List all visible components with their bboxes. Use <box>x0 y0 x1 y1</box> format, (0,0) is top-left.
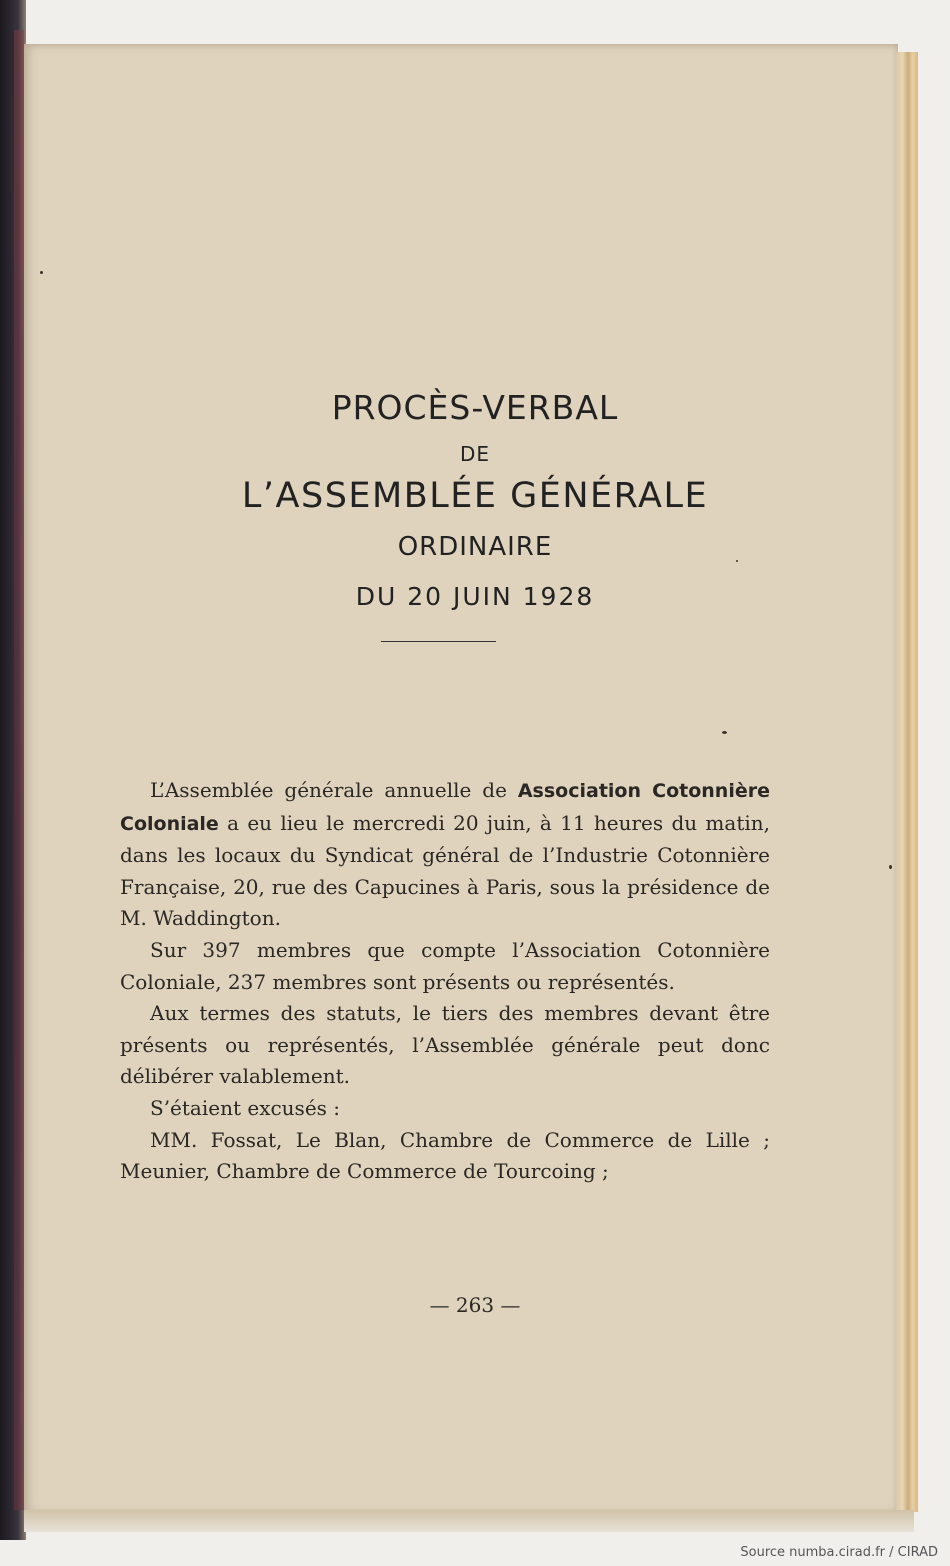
org-name: Association Cotonnière Coloniale <box>120 780 770 835</box>
paragraph-excused-heading: S’étaient excusés : <box>150 1095 341 1120</box>
paragraph-intro <box>120 775 770 935</box>
title-divider <box>381 641 496 642</box>
paragraph-statutes: Aux termes des statuts, le tiers des membres devant être présents ou représentés, l’Assemblée générale peut donc délibérer valablement. <box>120 1001 770 1089</box>
title-date: DU 20 JUIN 1928 <box>355 582 595 611</box>
intro-start: L’Assemblée générale annuelle de <box>150 778 518 802</box>
title-ordinaire: ORDINAIRE <box>397 532 553 562</box>
page-number: — 263 — <box>429 1293 521 1317</box>
title-proces-verbal: PROCÈS-VERBAL <box>331 388 619 427</box>
paper-speck <box>722 731 727 734</box>
title-assemblee-generale: L’ASSEMBLÉE GÉNÉRALE <box>241 476 709 516</box>
paper-speck <box>889 865 892 869</box>
paper-speck <box>40 271 43 274</box>
source-credit: Source numba.cirad.fr / CIRAD <box>740 1545 938 1560</box>
spine-binding <box>14 30 24 1510</box>
paragraph-members: Sur 397 membres que compte l’Association Cotonnière Coloniale, 237 membres sont présents ou représentés. <box>120 937 770 994</box>
page-bottom-edge <box>24 1510 914 1532</box>
body-text <box>120 775 770 1188</box>
paragraph-excused-list: MM. Fossat, Le Blan, Chambre de Commerce de Lille ; Meunier, Chambre de Commerce de Tourcoing ; <box>120 1127 770 1184</box>
title-de: DE <box>459 442 491 466</box>
intro-rest: a eu lieu le mercredi 20 juin, à 11 heures du matin, dans les locaux du Syndicat général de l’Industrie Cotonnière Française, 20, rue des Capucines à Paris, sous la présidence de M. Waddington. <box>120 810 770 931</box>
